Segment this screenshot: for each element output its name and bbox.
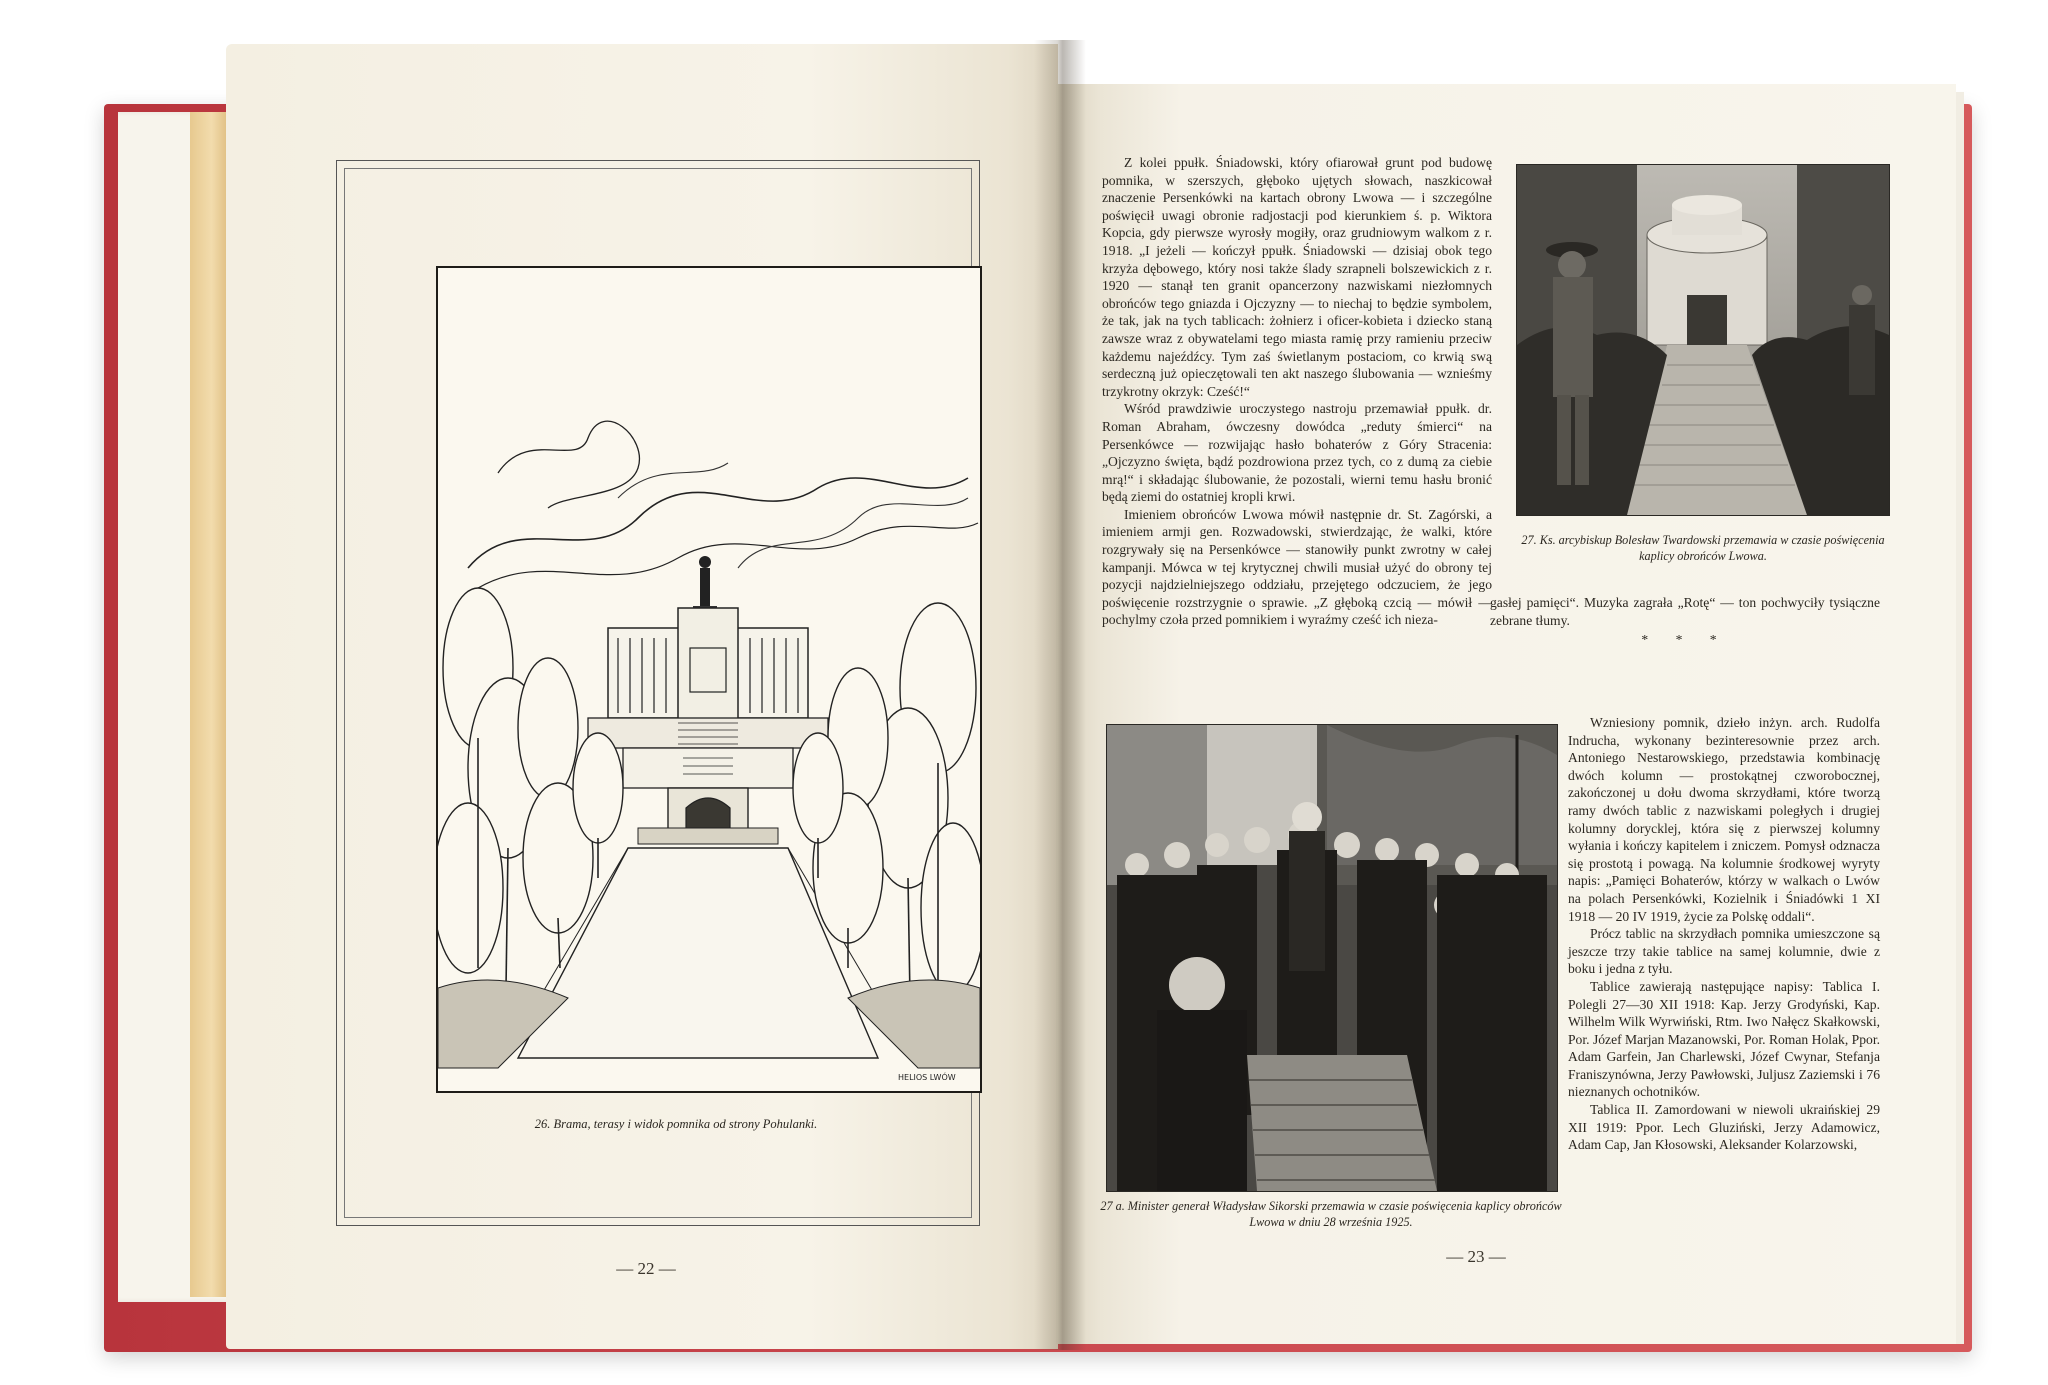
paragraph: Imieniem obrońców Lwowa mówił następnie dr. St. Zagórski, a imieniem armji gen. Rozwadowski, stwierdzając, że walki, które rozgrywały się na Persenkówce — stanowiły punkt zwrotny w całej kampanji. Mówca w tej krytycznej chwili musiał użyć do obrony tej pozycji najdzielniejszego oddziału, przejętego odczuciem, że jego poświęcenie rozstrzygnie o sprawie. „Z głęboką czcią — mówił — pochylmy czoła przed pomnikiem i wyraźmy cześć ich nieza- <box>1102 506 1492 628</box>
monument-drawing-illustration <box>436 266 982 1093</box>
section-divider-stars: * * * <box>1641 632 1729 648</box>
text-column-top-left <box>1102 154 1492 629</box>
paragraph: Wzniesiony pomnik, dzieło inżyn. arch. Rudolfa Indrucha, wykonany bezinteresownie przez arch. Antoniego Nestarowskiego, przedstawia kombinację dwóch kolumn — prostokątnej czworobocznej, zakończonej u dołu dwoma skrzydłami, które tworzą ramy dwóch tablic z nazwiskami poległych i drugiej kolumny dorycklej, która się z pierwszej kolumny wyłania i kończy kapitelem i zniczem. Pomysł odznacza się prostotą i powagą. Na kolumnie środkowej wyryty napis: „Pamięci Bohaterów, którzy w walkach o Lwów na polach Persenkówki, Kozielnik i Śniadówki 1 XI 1918 — 20 IV 1919, życie za Polskę oddali“. <box>1568 715 1880 924</box>
right-page <box>1056 84 1956 1344</box>
caption-illustration-26: 26. Brama, terasy i widok pomnika od strony Pohulanki. <box>534 1117 818 1131</box>
page-number-left: — 22 — <box>616 1259 676 1278</box>
photo-sikorski-speech <box>1106 724 1558 1192</box>
paragraph: Prócz tablic na skrzydłach pomnika umieszczone są jeszcze trzy takie tablice na samej kolumnie, dwie z boku i jedna z tyłu. <box>1568 926 1880 977</box>
photo-archbishop-ceremony <box>1516 164 1890 516</box>
left-page <box>226 44 1058 1349</box>
paragraph: Tablica II. Zamordowani w niewoli ukraińskiej 29 XII 1919: Ppor. Lech Gluziński, Jerzy Adamowicz, Adam Cap, Jan Kłosowski, Aleksander Kolarzowski, <box>1568 1102 1880 1153</box>
text-column-monument-description <box>1568 714 1880 1154</box>
svg-text:HELIOS LWÓW: HELIOS LWÓW <box>898 1073 956 1082</box>
paragraph: gasłej pamięci“. Muzyka zagrała „Rotę“ — ton pochwyciły tysiączne zebrane tłumy. <box>1490 595 1880 628</box>
caption-photo-27a: 27 a. Minister generał Władysław Sikorski przemawia w czasie poświęcenia kaplicy obrońców Lwowa w dniu 28 września 1925. <box>1100 1199 1562 1229</box>
tan-insert-sheet <box>190 112 226 1297</box>
paragraph: Wśród prawdziwie uroczystego nastroju przemawiał ppułk. dr. Roman Abraham, ówczesny dowódca „reduty śmierci“ na Persenkówce — rozwijając hasło bohaterów z Góry Stracenia: „Ojczyzno święta, bądź pozdrowiona przez tych, co z dumą za ciebie mrą!“ i składając ślubowanie, że pozostali, wierni temu hasłu bronić będą ziemi do ostatniej kropli krwi. <box>1102 401 1492 505</box>
page-number-right: — 23 — <box>1446 1247 1506 1266</box>
paragraph: Z kolei ppułk. Śniadowski, który ofiarował grunt pod budowę pomnika, w szerszych, głęboko ujętych słowach, naszkicował znaczenie Persenkówki na kartach obrony Lwowa — i szczególne poświęcił uwagi obronie radjostacji pod kierunkiem ś. p. Wiktora Kopcia, gdy pierwsze wyrosły mogiły, oraz grudniowym walkom z r. 1918. „I jeżeli — kończył ppułk. Śniadowski — dzisiaj obok tego krzyża dębowego, który nosi także ślady szrapneli bolszewickich z r. 1920 — stanął ten granit opancerzony nazwiskami niezłomnych obrońców tego gniazda i Ojczyzny — to niechaj to będzie symbolem, że tak, jak na tych tablicach: żołnierz i oficer-kobieta i dziecko staną zawsze wraz z obywatelami tego miasta ramię przy ramieniu przeciw każdemu najeźdźcy. Tym zaś świetlanym postaciom, co krwią swą serdeczną już opieczętowali ten akt naszego ślubowania — wznieśmy trzykrotny okrzyk: Cześć!“ <box>1102 155 1492 399</box>
caption-photo-27: 27. Ks. arcybiskup Bolesław Twardowski przemawia w czasie poświęcenia kaplicy obrońców Lwowa. <box>1521 533 1885 563</box>
text-column-continuation <box>1490 594 1880 653</box>
paragraph: Tablice zawierają następujące napisy: Tablica I. Polegli 27—30 XII 1918: Kap. Jerzy Grodyński, Kap. Wilhelm Wilk Wyrwiński, Rtm. Iwo Nałęcz Skałkowski, Por. Józef Marjan Mazanowski, Por. Roman Holak, Ppor. Adam Garfein, Jan Charlewski, Józef Cwynar, Stefanja Franiszynówna, Jerzy Pawłowski, Juljusz Zaziemski i 76 nieznanych ochotników. <box>1568 978 1880 1100</box>
